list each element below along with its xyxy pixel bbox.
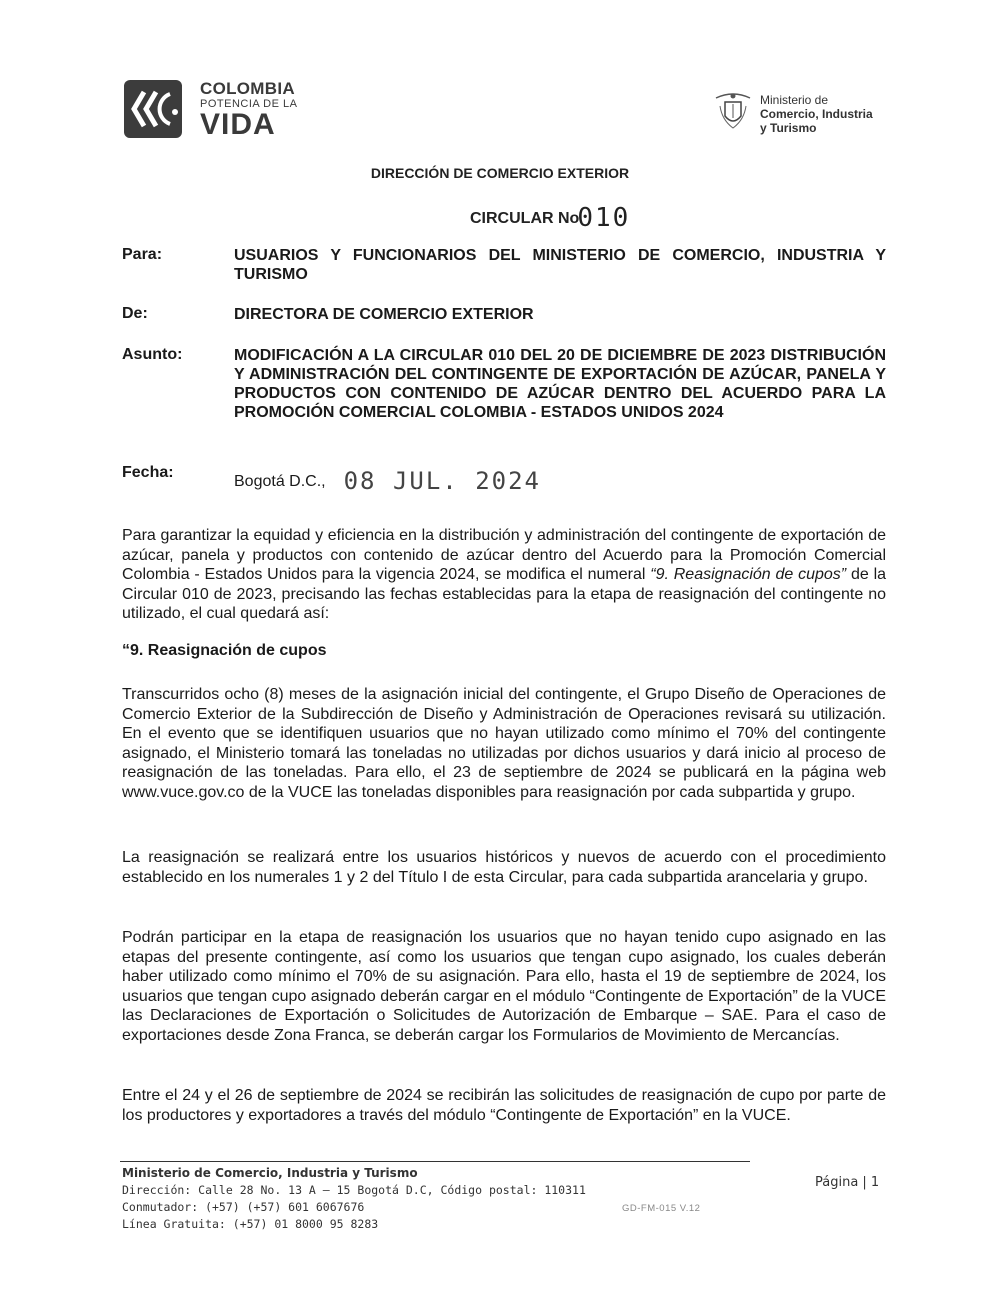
date-stamp: 08 JUL. 2024 [343, 467, 541, 495]
footer-divider [120, 1161, 750, 1162]
logo-line-2: POTENCIA DE LA [200, 98, 298, 110]
intro-text-2: de la Circular 010 de 2023, precisando las fechas establecidas para la etapa de reasignación del contingente no utilizado, el cual quedará así: [122, 566, 887, 622]
para-label: Para: [122, 246, 163, 263]
para-value: USUARIOS Y FUNCIONARIOS DEL MINISTERIO DE COMERCIO, INDUSTRIA Y TURISMO [234, 247, 886, 283]
circular-label: CIRCULAR No [470, 210, 580, 227]
form-code: GD-FM-015 V.12 [622, 1203, 701, 1214]
circular-number: 010 [577, 203, 631, 233]
ministry-line-3: y Turismo [760, 121, 817, 135]
intro-text-1: Para garantizar la equidad y eficiencia en la distribución y administración del contingente de exportación de azúcar, panela y productos con contenido de azúcar dentro del Acuerdo para la Promoción Comercial Colombia - Estados Unidos para la vigencia 2024, se modifica el numeral [122, 527, 886, 583]
paragraph-4: Entre el 24 y el 26 de septiembre de 2024 se recibirán las solicitudes de reasignación de cupo por parte de los productores y exportadores a través del módulo “Contingente de Exportación” en la VUCE. [122, 1087, 886, 1124]
asunto-value: MODIFICACIÓN A LA CIRCULAR 010 DEL 20 DE DICIEMBRE DE 2023 DISTRIBUCIÓN Y ADMINISTRACIÓN DEL CONTINGENTE DE EXPORTACIÓN DE AZÚCAR, PANELA Y PRODUCTOS CON CONTENIDO DE AZÚCAR DENTRO DEL ACUERDO PARA LA PROMOCIÓN COMERCIAL COLOMBIA - ESTADOS UNIDOS 2024 [234, 347, 886, 421]
logo-line-3: VIDA [200, 108, 276, 141]
section-heading: “9. Reasignación de cupos [122, 642, 327, 659]
page-number: Página | 1 [815, 1175, 880, 1190]
ministry-name [760, 93, 873, 135]
footer-phone: Conmutador: (+57) (+57) 601 6067676 [122, 1200, 365, 1214]
de-value: DIRECTORA DE COMERCIO EXTERIOR [234, 306, 534, 323]
asunto-label: Asunto: [122, 346, 183, 363]
fecha-label: Fecha: [122, 464, 174, 481]
circular-title [470, 200, 631, 233]
logo-line-1: COLOMBIA [200, 79, 295, 98]
paragraph-2: La reasignación se realizará entre los usuarios históricos y nuevos de acuerdo con el procedimiento establecido en los numerales 1 y 2 del Título I de esta Circular, para cada subpartida arancelaria y grupo. [122, 849, 886, 886]
footer-toll-free: Línea Gratuita: (+57) 01 8000 95 8283 [122, 1217, 379, 1231]
direccion-heading: DIRECCIÓN DE COMERCIO EXTERIOR [370, 165, 630, 181]
paragraph-3: Podrán participar en la etapa de reasignación los usuarios que no hayan tenido cupo asignado en las etapas del presente contingente, así como los usuarios que tengan cupo asignado, los cuales deberán haber utilizado como mínimo el 70% de su asignación. Para ello, hasta el 19 de septiembre de 2024, los usuarios que tengan cupo asignado deberán cargar en el módulo “Contingente de Exportación” de la VUCE las Declaraciones de Exportación o Solicitudes de Autorización de Embarque – SAE. Para el caso de exportaciones desde Zona Franca, se deberán cargar los Formularios de Movimiento de Mercancías. [122, 929, 886, 1044]
paragraph-1: Transcurridos ocho (8) meses de la asignación inicial del contingente, el Grupo Diseño de Operaciones de Comercio Exterior de la Subdirección de Diseño y Administración de Operaciones revisará su utilización. En el evento que se identifiquen usuarios que no hayan utilizado como mínimo el 70% del contingente asignado, el Ministerio tomará las toneladas no utilizadas por dichos usuarios y dará inicio al proceso de reasignación de las toneladas. Para ello, el 23 de septiembre de 2024 se publicará en la página web www.vuce.gov.co de la VUCE las toneladas disponibles para reasignación por cada subpartida y grupo. [122, 686, 886, 801]
footer-address: Dirección: Calle 28 No. 13 A – 15 Bogotá D.C, Código postal: 110311 [122, 1183, 586, 1197]
footer-ministry-name: Ministerio de Comercio, Industria y Turismo [122, 1166, 418, 1180]
colombia-logo-icon [124, 80, 182, 138]
de-label: De: [122, 305, 148, 322]
ministry-line-2: Comercio, Industria [760, 107, 873, 121]
colombia-logo-text [200, 80, 297, 140]
ministry-line-1: Ministerio de [760, 93, 829, 107]
fecha-value [234, 464, 541, 495]
coat-of-arms-icon [712, 90, 754, 134]
footer-contact [122, 1165, 586, 1233]
fecha-place: Bogotá D.C., [234, 473, 326, 490]
intro-italic-ref: “9. Reasignación de cupos” [650, 566, 847, 583]
intro-paragraph [122, 526, 886, 624]
